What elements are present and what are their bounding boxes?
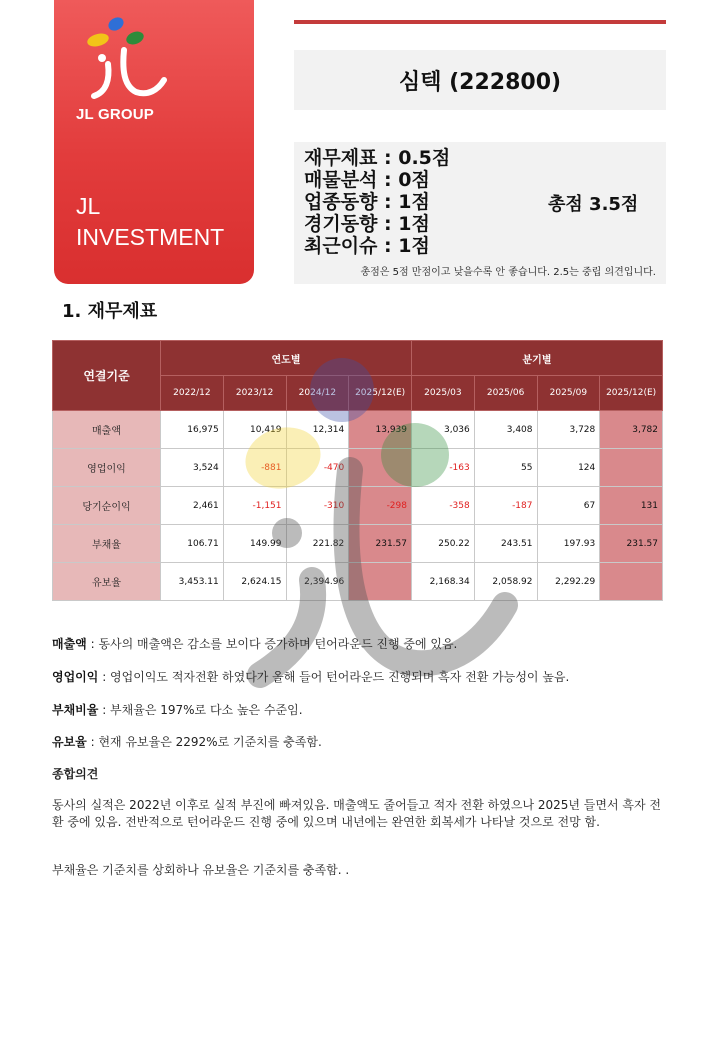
table-cell: 55 xyxy=(474,449,537,487)
row-label: 매출액 xyxy=(53,411,161,449)
table-cell: 13,939 xyxy=(349,411,412,449)
stock-title: 심텍 (222800) xyxy=(398,69,562,95)
row-label: 당기순이익 xyxy=(53,487,161,525)
brand-panel xyxy=(54,0,254,284)
table-cell: -187 xyxy=(474,487,537,525)
comment-revenue xyxy=(52,636,664,653)
table-cell: 10,419 xyxy=(223,411,286,449)
table-cell xyxy=(600,449,663,487)
comment-key: 유보율 xyxy=(52,735,87,749)
score-industry: 업종동향 : 1점 xyxy=(304,191,430,213)
period-header: 2025/06 xyxy=(474,376,537,411)
period-header: 2025/09 xyxy=(537,376,600,411)
table-cell: 243.51 xyxy=(474,525,537,563)
brand-group-name: JL GROUP xyxy=(76,106,155,123)
brand-investment-line2: INVESTMENT xyxy=(76,224,225,250)
score-note: 총점은 5점 만점이고 낮을수록 안 좋습니다. 2.5는 중립 의견입니다. xyxy=(360,267,656,278)
table-cell xyxy=(600,563,663,601)
table-cell: 2,292.29 xyxy=(537,563,600,601)
comment-key: 영업이익 xyxy=(52,670,99,684)
comment-text: : 부채율은 197%로 다소 높은 수준임. xyxy=(98,703,303,717)
comment-text: : 영업이익도 적자전환 하였다가 올해 들어 턴어라운드 진행되며 흑자 전환 가능성이 높음. xyxy=(98,670,570,684)
opinion-paragraph-2: 부채율은 기준치를 상회하나 유보율은 기준치를 충족함. . xyxy=(52,863,350,877)
table-group-annual: 연도별 xyxy=(161,341,412,376)
table-cell: 231.57 xyxy=(600,525,663,563)
table-cell: 3,782 xyxy=(600,411,663,449)
table-cell: -298 xyxy=(349,487,412,525)
period-header: 2024/12 xyxy=(286,376,349,411)
title-box xyxy=(294,50,666,110)
table-corner-label: 연결기준 xyxy=(53,341,161,411)
table-cell: 2,394.96 xyxy=(286,563,349,601)
header-divider xyxy=(294,20,666,24)
table-cell: -470 xyxy=(286,449,349,487)
section-title-financials: 1. 재무제표 xyxy=(62,301,158,322)
table-cell: -881 xyxy=(223,449,286,487)
table-cell: 250.22 xyxy=(412,525,475,563)
score-economy: 경기동향 : 1점 xyxy=(304,213,430,235)
comment-key: 부채비율 xyxy=(52,703,99,717)
period-header: 2025/12(E) xyxy=(349,376,412,411)
table-cell: 3,524 xyxy=(161,449,224,487)
table-cell xyxy=(349,563,412,601)
table-cell: 131 xyxy=(600,487,663,525)
table-cell: 149.99 xyxy=(223,525,286,563)
score-issue: 최근이슈 : 1점 xyxy=(304,235,430,257)
table-group-quarter: 분기별 xyxy=(412,341,663,376)
comment-debt-ratio xyxy=(52,702,664,719)
score-supply: 매물분석 : 0점 xyxy=(304,169,430,191)
row-label: 부채율 xyxy=(53,525,161,563)
table-cell: 3,453.11 xyxy=(161,563,224,601)
score-financial: 재무제표 : 0.5점 xyxy=(304,147,451,169)
table-cell: 197.93 xyxy=(537,525,600,563)
table-cell: 106.71 xyxy=(161,525,224,563)
comment-text: : 동사의 매출액은 감소를 보이다 증가하며 턴어라운드 진행 중에 있음. xyxy=(86,637,458,651)
comment-reserve-ratio xyxy=(52,734,664,751)
table-row xyxy=(53,411,663,449)
table-cell: 231.57 xyxy=(349,525,412,563)
row-label: 영업이익 xyxy=(53,449,161,487)
table-row xyxy=(53,487,663,525)
table-cell: -358 xyxy=(412,487,475,525)
comment-operating-profit xyxy=(52,669,664,686)
table-cell: -1,151 xyxy=(223,487,286,525)
table-cell: 3,408 xyxy=(474,411,537,449)
financial-table xyxy=(52,340,663,601)
table-cell: -310 xyxy=(286,487,349,525)
table-cell: 16,975 xyxy=(161,411,224,449)
table-row xyxy=(53,449,663,487)
score-total: 총점 3.5점 xyxy=(548,194,639,215)
table-cell: -163 xyxy=(412,449,475,487)
table-cell: 2,058.92 xyxy=(474,563,537,601)
table-cell: 2,168.34 xyxy=(412,563,475,601)
comment-text: : 현재 유보율은 2292%로 기준치를 충족함. xyxy=(86,735,322,749)
brand-investment-line1: JL xyxy=(76,193,101,219)
table-cell: 3,728 xyxy=(537,411,600,449)
table-cell: 2,461 xyxy=(161,487,224,525)
row-label: 유보율 xyxy=(53,563,161,601)
jl-logo-icon xyxy=(84,14,194,104)
period-header: 2025/12(E) xyxy=(600,376,663,411)
table-cell: 2,624.15 xyxy=(223,563,286,601)
table-cell: 3,036 xyxy=(412,411,475,449)
table-cell: 67 xyxy=(537,487,600,525)
score-box xyxy=(294,142,666,284)
opinion-title: 종합의견 xyxy=(52,767,99,781)
table-cell: 221.82 xyxy=(286,525,349,563)
period-header: 2022/12 xyxy=(161,376,224,411)
table-cell: 12,314 xyxy=(286,411,349,449)
table-row xyxy=(53,563,663,601)
table-cell xyxy=(349,449,412,487)
period-header: 2025/03 xyxy=(412,376,475,411)
table-row xyxy=(53,525,663,563)
period-header: 2023/12 xyxy=(223,376,286,411)
opinion-paragraph-1: 동사의 실적은 2022년 이후로 실적 부진에 빠져있음. 매출액도 줄어들고 적자 전환 하였으나 2025년 들면서 흑자 전환 중에 있음. 전반적으로 턴어라운드 진행 중에 있으며 내년에는 완연한 회복세가 나타날 것으로 전망 함. xyxy=(52,798,661,829)
comment-key: 매출액 xyxy=(52,637,87,651)
table-cell: 124 xyxy=(537,449,600,487)
